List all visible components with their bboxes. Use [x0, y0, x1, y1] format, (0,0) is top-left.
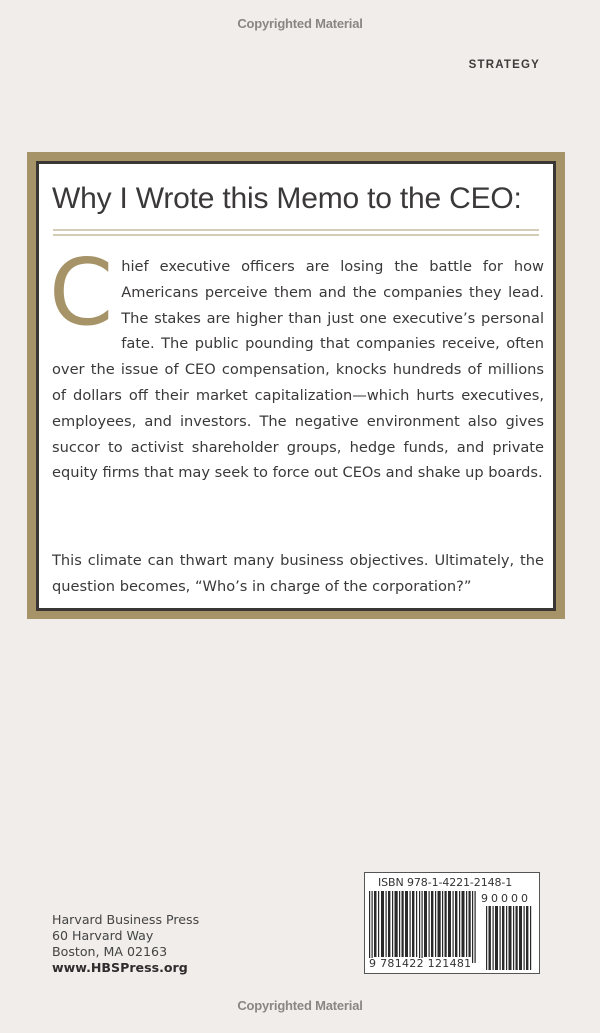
barcode-main-bars-icon [369, 891, 476, 963]
publisher-imprint [52, 912, 199, 976]
paragraph-1-text: hief executive officers are losing the battle for how Americans perceive them and the companies they lead. The stakes are higher than just one executive’s personal fate. The public pounding that companies receive, often over the issue of CEO compensation, knocks hundreds of millions of dollars off their market capitalization—which hurts executives, employees, and investors. The negative environment also gives succor to activist shareholder groups, hedge funds, and private equity firms that may seek to force out CEOs and shake up boards. [52, 258, 544, 482]
isbn-barcode [364, 872, 540, 974]
title-rule-top [53, 229, 539, 231]
copyright-notice-top: Copyrighted Material [237, 16, 363, 31]
drop-cap: C [49, 239, 114, 346]
copyright-notice-bottom: Copyrighted Material [237, 998, 363, 1013]
memo-panel [36, 161, 556, 611]
publisher-name: Harvard Business Press [52, 912, 200, 927]
publisher-street: 60 Harvard Way [52, 928, 154, 943]
publisher-url[interactable]: www.HBSPress.org [52, 960, 188, 975]
memo-title: Why I Wrote this Memo to the CEO: [52, 182, 522, 215]
memo-paragraph-2: This climate can thwart many business objectives. Ultimately, the question becomes, “Who’s in charge of the corporation?” [52, 552, 544, 595]
title-rule-bottom [53, 234, 539, 236]
barcode-human-readable: 9 781422 121481 [369, 957, 472, 970]
memo-frame [27, 152, 565, 619]
memo-paragraph-1 [49, 239, 544, 486]
barcode-addon-bars-icon [486, 906, 533, 970]
isbn-label: ISBN 978-1-4221-2148-1 [378, 876, 513, 889]
publisher-city: Boston, MA 02163 [52, 944, 168, 959]
category-label: STRATEGY [468, 59, 540, 71]
barcode-addon-digits: 90000 [481, 892, 531, 905]
